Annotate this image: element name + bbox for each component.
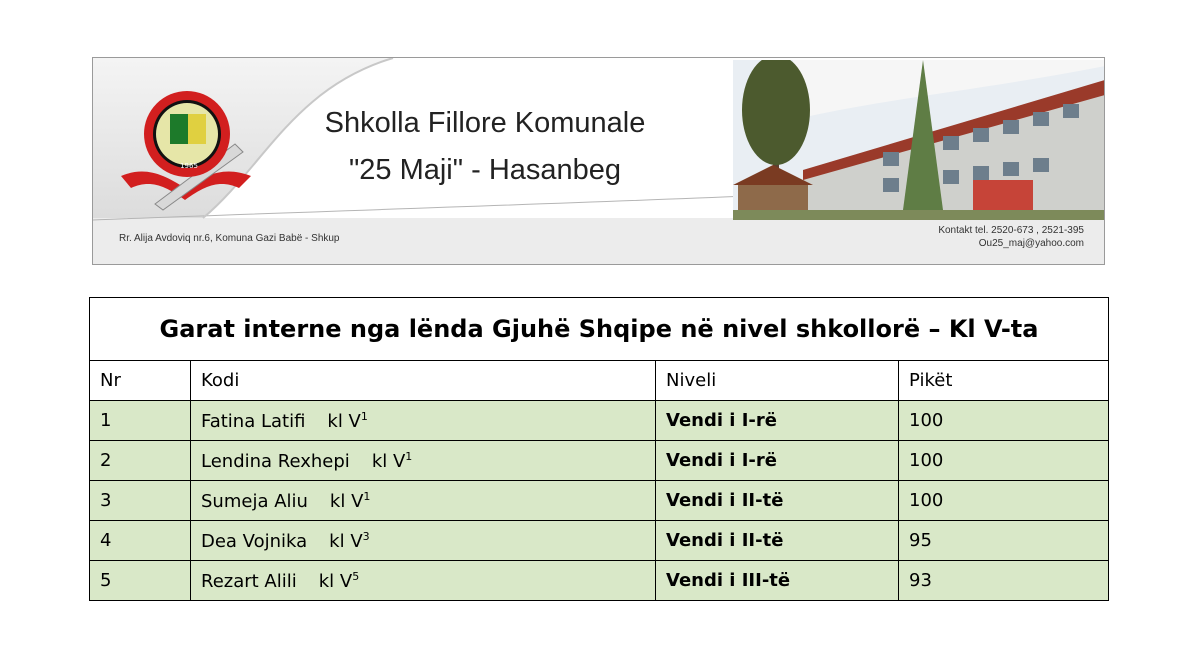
class-section: 1 (405, 449, 413, 463)
cell-kodi (191, 561, 656, 601)
student-class: kl V (318, 570, 353, 592)
cell-niveli: Vendi i II-të (656, 481, 899, 521)
class-section: 1 (363, 489, 371, 503)
student-name: Lendina Rexhepi (201, 450, 350, 472)
cell-piket: 93 (899, 561, 1109, 601)
cell-nr: 2 (90, 441, 191, 481)
student-name: Fatina Latifi (201, 410, 306, 432)
cell-niveli: Vendi i II-të (656, 521, 899, 561)
cell-piket: 100 (899, 481, 1109, 521)
contact-email: Ou25_maj@yahoo.com (978, 238, 1084, 249)
cell-nr: 3 (90, 481, 191, 521)
table-title: Garat interne nga lënda Gjuhë Shqipe në nivel shkollorë – Kl V-ta (90, 298, 1109, 361)
class-section: 5 (352, 569, 360, 583)
student-name: Sumeja Aliu (201, 490, 308, 512)
student-name: Dea Vojnika (201, 530, 308, 552)
cell-niveli: Vendi i I-rë (656, 401, 899, 441)
cell-nr: 1 (90, 401, 191, 441)
cell-nr: 5 (90, 561, 191, 601)
school-contact (938, 224, 1084, 250)
letterhead-banner (92, 57, 1105, 265)
cell-kodi (191, 401, 656, 441)
school-name-line1: Shkolla Fillore Komunale (324, 107, 646, 139)
student-class: kl V (371, 450, 406, 472)
student-class: kl V (329, 490, 364, 512)
school-logo (115, 84, 255, 214)
table-header-row (90, 361, 1109, 401)
school-address: Rr. Alija Avdoviq nr.6, Komuna Gazi Babë - Shkup (119, 233, 340, 244)
table-row (90, 561, 1109, 601)
cell-piket: 100 (899, 441, 1109, 481)
header-niveli: Niveli (656, 361, 899, 401)
table-row (90, 481, 1109, 521)
results-table (89, 297, 1109, 601)
cell-nr: 4 (90, 521, 191, 561)
header-piket: Pikët (899, 361, 1109, 401)
table-row (90, 401, 1109, 441)
svg-text:1965: 1965 (180, 162, 198, 170)
cell-kodi (191, 441, 656, 481)
student-class: kl V (327, 410, 361, 432)
contact-phone: Kontakt tel. 2520-673 , 2521-395 (938, 225, 1084, 236)
header-nr: Nr (90, 361, 191, 401)
student-name: Rezart Alili (201, 570, 297, 592)
cell-kodi (191, 521, 656, 561)
school-name-line2: "25 Maji" - Hasanbeg (348, 154, 622, 186)
student-class: kl V (329, 530, 363, 552)
class-section: 1 (360, 409, 368, 423)
cell-kodi (191, 481, 656, 521)
cell-piket: 95 (899, 521, 1109, 561)
class-section: 3 (362, 529, 370, 543)
table-row (90, 521, 1109, 561)
header-kodi: Kodi (191, 361, 656, 401)
table-row (90, 441, 1109, 481)
cell-niveli: Vendi i III-të (656, 561, 899, 601)
cell-piket: 100 (899, 401, 1109, 441)
school-building-photo (733, 60, 1105, 220)
cell-niveli: Vendi i I-rë (656, 441, 899, 481)
